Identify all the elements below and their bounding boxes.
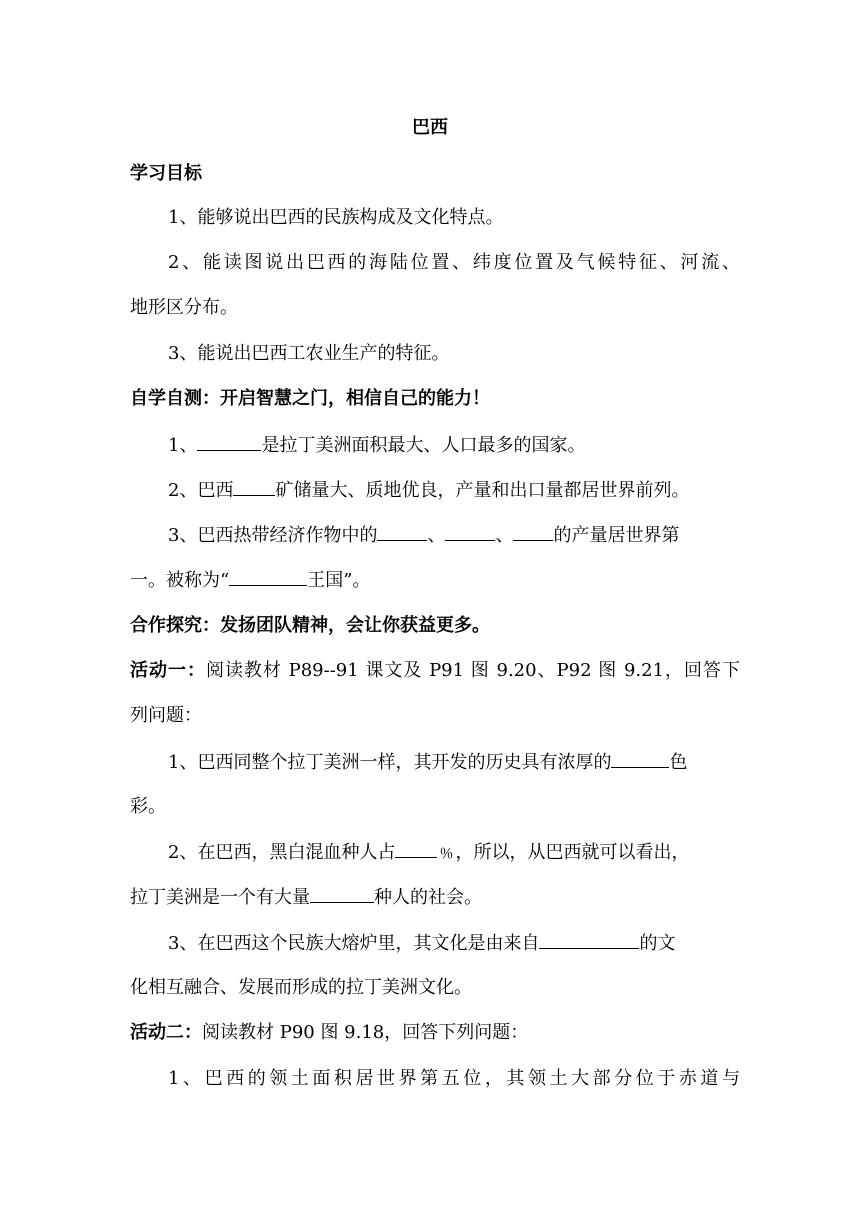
question-text: 2、巴西 — [168, 480, 234, 501]
activity-2-label: 活动二： — [130, 1022, 202, 1043]
objectives-heading: 学习目标 — [130, 163, 202, 184]
activity-1-question-1-line-1 — [168, 749, 740, 776]
activity-1-intro-line-2: 列问题： — [130, 705, 202, 726]
activity-1-question-3-line-2: 化相互融合、发展而形成的拉丁美洲文化。 — [130, 977, 472, 998]
objective-item-1: 1、能够说出巴西的民族构成及文化特点。 — [168, 207, 504, 228]
activity-1-label: 活动一： — [130, 660, 206, 681]
self-test-question-3-line-1 — [168, 522, 740, 549]
activity-1-question-3-line-1 — [168, 930, 740, 957]
question-text: 拉丁美洲是一个有大量 — [130, 887, 310, 908]
answer-blank[interactable] — [395, 839, 437, 858]
question-text: 3、巴西热带经济作物中的 — [168, 525, 378, 546]
question-text: ﹪，所以，从巴西就可以看出， — [437, 842, 690, 863]
activity-1-intro-line-1 — [130, 658, 740, 684]
self-test-question-2 — [168, 477, 740, 504]
question-text: 是拉丁美洲面积最大、人口最多的国家。 — [261, 435, 586, 456]
question-text: 一。被称为“ — [130, 570, 230, 591]
self-test-heading: 自学自测：开启智慧之门，相信自己的能力！ — [130, 388, 490, 409]
answer-blank[interactable] — [229, 567, 307, 586]
question-text: 1、 — [168, 435, 198, 456]
question-text: 的产量居世界第 — [553, 525, 680, 546]
answer-blank[interactable] — [445, 522, 495, 541]
answer-blank[interactable] — [611, 749, 669, 768]
question-text: 种人的社会。 — [374, 887, 482, 908]
activity-2-intro-text: 阅读教材 P90 图 9.18，回答下列问题： — [202, 1022, 529, 1043]
answer-blank[interactable] — [197, 432, 261, 451]
question-text: 矿储量大、质地优良，产量和出口量都居世界前列。 — [275, 480, 690, 501]
question-text: 2、在巴西，黑白混血种人占 — [168, 842, 396, 863]
question-text: 王国”。 — [307, 570, 371, 591]
separator: 、 — [427, 525, 446, 546]
activity-1-question-1-line-2: 彩。 — [130, 796, 166, 817]
self-test-question-3-line-2 — [130, 567, 740, 594]
answer-blank[interactable] — [377, 522, 427, 541]
objective-item-3: 3、能说出巴西工农业生产的特征。 — [168, 343, 450, 364]
separator: 、 — [495, 525, 514, 546]
question-text: 的文 — [639, 933, 676, 954]
page-title: 巴西 — [412, 117, 448, 138]
answer-blank[interactable] — [539, 930, 639, 949]
activity-1-question-2-line-2 — [130, 884, 740, 911]
activity-1-question-2-line-1 — [168, 839, 740, 866]
answer-blank[interactable] — [310, 884, 374, 903]
question-text: 1、巴西同整个拉丁美洲一样，其开发的历史具有浓厚的 — [168, 752, 612, 773]
objective-item-2-line-1: 2、能读图说出巴西的海陆位置、纬度位置及气候特征、河流、 — [168, 252, 740, 273]
activity-1-intro-text: 阅读教材 P89--91 课文及 P91 图 9.20、P92 图 9.21，回答下 — [205, 660, 740, 681]
answer-blank[interactable] — [513, 522, 553, 541]
answer-blank[interactable] — [233, 477, 275, 496]
question-text: 色 — [669, 752, 688, 773]
objective-item-2-line-2: 地形区分布。 — [130, 297, 238, 318]
self-test-question-1 — [168, 432, 740, 459]
cooperation-heading: 合作探究：发扬团队精神，会让你获益更多。 — [130, 615, 490, 636]
activity-2-question-1-line-1: 1、巴西的领土面积居世界第五位，其领土大部分位于赤道与 — [168, 1068, 740, 1089]
question-text: 3、在巴西这个民族大熔炉里，其文化是由来自 — [168, 933, 540, 954]
activity-2-intro — [130, 1020, 740, 1046]
